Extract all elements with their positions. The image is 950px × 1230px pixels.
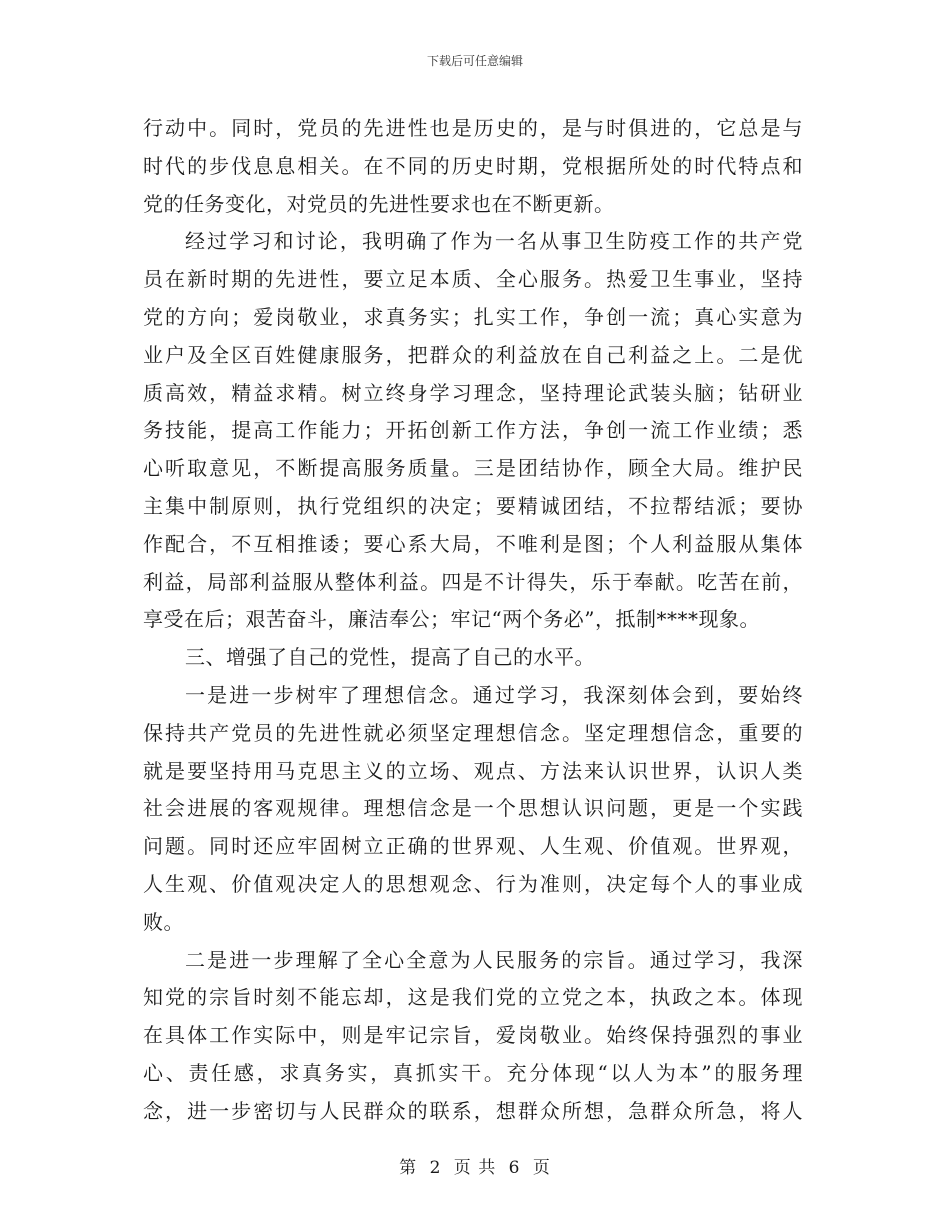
text-line: 质高效，精益求精。树立终身学习理念，坚持理论武装头脑；钻研业: [143, 380, 803, 405]
text-line: 人生观、价值观决定人的思想观念、行为准则，决定每个人的事业成: [143, 871, 803, 896]
text-line: 作配合，不互相推诿；要心系大局，不唯利是图；个人利益服从集体: [143, 531, 803, 556]
text-line: 保持共产党员的先进性就必须坚定理想信念。坚定理想信念，重要的: [143, 720, 803, 745]
text-line: 社会进展的客观规律。理想信念是一个思想认识问题，更是一个实践: [143, 796, 803, 821]
text-line: 心听取意见，不断提高服务质量。三是团结协作，顾全大局。维护民: [143, 456, 803, 481]
text-line: 党的方向；爱岗敬业，求真务实；扎实工作，争创一流；真心实意为: [143, 304, 803, 329]
footer-total-pages: 6: [508, 1158, 521, 1178]
text-line: 败。: [143, 909, 184, 934]
text-line: 二是进一步理解了全心全意为人民服务的宗旨。通过学习，我深: [185, 947, 803, 972]
text-line: 知党的宗旨时刻不能忘却，这是我们党的立党之本，执政之本。体现: [143, 985, 803, 1010]
text-line: 业户及全区百姓健康服务，把群众的利益放在自己利益之上。二是优: [143, 342, 803, 367]
text-line: 问题。同时还应牢固树立正确的世界观、人生观、价值观。世界观，: [143, 834, 803, 859]
text-line: 念，进一步密切与人民群众的联系，想群众所想，急群众所急，将人: [143, 1098, 803, 1123]
text-line: 三、增强了自己的党性，提高了自己的水平。: [185, 645, 595, 670]
text-line: 就是要坚持用马克思主义的立场、观点、方法来认识世界，认识人类: [143, 758, 803, 783]
text-line: 员在新时期的先进性，要立足本质、全心服务。热爱卫生事业，坚持: [143, 267, 803, 292]
text-line: 行动中。同时，党员的先进性也是历史的，是与时俱进的，它总是与: [143, 116, 803, 140]
text-line: 享受在后；艰苦奋斗，廉洁奉公；牢记“两个务必”，抵制****现象。: [143, 607, 760, 632]
footer-prefix: 第: [399, 1158, 418, 1178]
footer-page-number: 2: [429, 1158, 442, 1178]
text-line: 经过学习和讨论，我明确了作为一名从事卫生防疫工作的共产党: [185, 229, 803, 254]
text-line: 主集中制原则，执行党组织的决定；要精诚团结，不拉帮结派；要协: [143, 493, 803, 518]
text-line: 党的任务变化，对党员的先进性要求也在不断更新。: [143, 191, 615, 216]
footer-middle: 页 共: [453, 1158, 497, 1178]
page-footer: [0, 1153, 950, 1178]
text-line: 利益，局部利益服从整体利益。四是不计得失，乐于奉献。吃苦在前，: [143, 569, 803, 594]
footer-suffix: 页: [532, 1158, 551, 1178]
text-line: 在具体工作实际中，则是牢记宗旨，爱岗敬业。始终保持强烈的事业: [143, 1023, 803, 1048]
document-body: [143, 110, 803, 1131]
text-line: 心、责任感，求真务实，真抓实干。充分体现“以人为本”的服务理: [143, 1060, 803, 1085]
text-line: 务技能，提高工作能力；开拓创新工作方法，争创一流工作业绩；悉: [143, 418, 803, 443]
text-line: 一是进一步树牢了理想信念。通过学习，我深刻体会到，要始终: [185, 682, 803, 707]
page-header: 下载后可任意编辑: [426, 54, 523, 68]
text-line: 时代的步伐息息相关。在不同的历史时期，党根据所处的时代特点和: [143, 153, 803, 178]
